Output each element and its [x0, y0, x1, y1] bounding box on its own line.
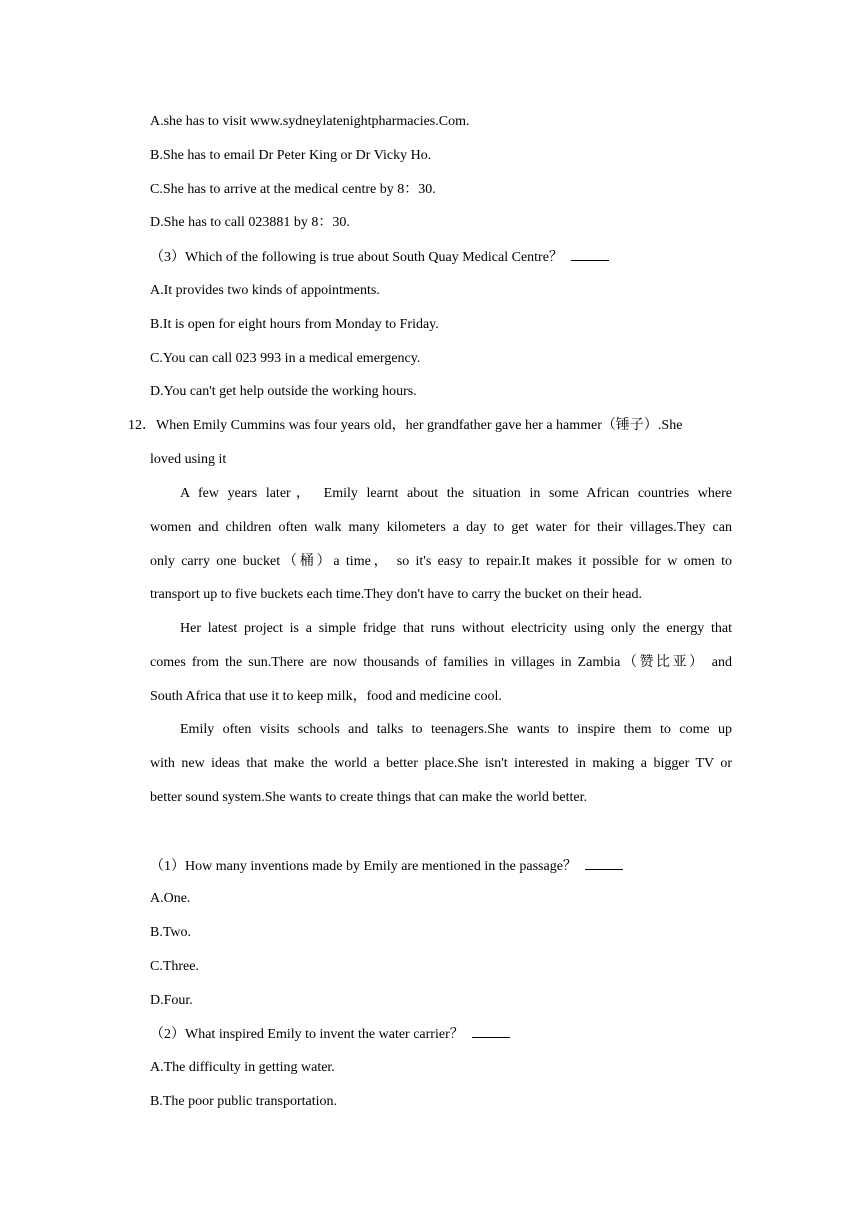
q11-2-option-c: C.She has to arrive at the medical centre by 8：30. [150, 182, 436, 197]
q11-2-option-b: B.She has to email Dr Peter King or Dr Vicky Ho. [150, 148, 432, 163]
q11-3-prompt: （3）Which of the following is true about South Quay Medical Centre？ [150, 250, 563, 265]
q12-1-option-d: D.Four. [150, 993, 193, 1008]
q12-intro-line1: 12．When Emily Cummins was four years old，her grandfather gave her a hammer（锤子）.She [128, 418, 683, 433]
q12-2-option-a: A.The difficulty in getting water. [150, 1060, 335, 1075]
passage-paragraph-4-line2: with new ideas that make the world a better place.She isn't interested in making a bigger TV or [150, 756, 732, 771]
q12-1-prompt: （1）How many inventions made by Emily are mentioned in the passage？ [150, 859, 577, 874]
answer-blank [472, 1024, 510, 1038]
answer-blank [571, 247, 609, 261]
passage-paragraph-2-line4: transport up to five buckets each time.They don't have to carry the bucket on their head. [150, 587, 642, 602]
q12-1-option-b: B.Two. [150, 925, 192, 940]
passage-paragraph-3-line3: South Africa that use it to keep milk，food and medicine cool. [150, 689, 502, 704]
q12-2-question [150, 1024, 732, 1045]
passage-paragraph-4-line3: better sound system.She wants to create things that can make the world better. [150, 790, 587, 805]
q11-3-question [150, 247, 732, 268]
q11-3-option-d: D.You can't get help outside the working hours. [150, 384, 417, 399]
q11-2-option-a: A.she has to visit www.sydneylatenightpharmacies.Com. [150, 114, 470, 129]
q11-3-option-c: C.You can call 023 993 in a medical emergency. [150, 351, 421, 366]
q12-2-option-b: B.The poor public transportation. [150, 1094, 338, 1109]
passage-paragraph-2-line2: women and children often walk many kilometers a day to get water for their villages.They can [150, 520, 732, 535]
question-number: 12． [128, 418, 156, 433]
q12-1-option-a: A.One. [150, 891, 191, 906]
passage-paragraph-3-line1: Her latest project is a simple fridge that runs without electricity using only the energy that [180, 621, 732, 636]
passage-paragraph-2-line3: only carry one bucket（桶）a time， so it's easy to repair.It makes it possible for w omen to [150, 554, 732, 569]
passage-paragraph-4-line1: Emily often visits schools and talks to teenagers.She wants to inspire them to come up [180, 722, 732, 737]
q12-2-prompt: （2）What inspired Emily to invent the water carrier？ [150, 1027, 464, 1042]
passage-paragraph-2-line1: A few years later， Emily learnt about the situation in some African countries where [180, 486, 732, 501]
q12-1-option-c: C.Three. [150, 959, 199, 974]
q12-1-question [150, 856, 732, 877]
q11-3-option-a: A.It provides two kinds of appointments. [150, 283, 380, 298]
answer-blank [585, 856, 623, 870]
q12-intro-line2: loved using it [150, 452, 227, 467]
passage-paragraph-3-line2: comes from the sun.There are now thousands of families in villages in Zambia（赞比亚） and [150, 655, 732, 670]
q11-2-option-d: D.She has to call 023881 by 8：30. [150, 215, 350, 230]
q11-3-option-b: B.It is open for eight hours from Monday to Friday. [150, 317, 439, 332]
